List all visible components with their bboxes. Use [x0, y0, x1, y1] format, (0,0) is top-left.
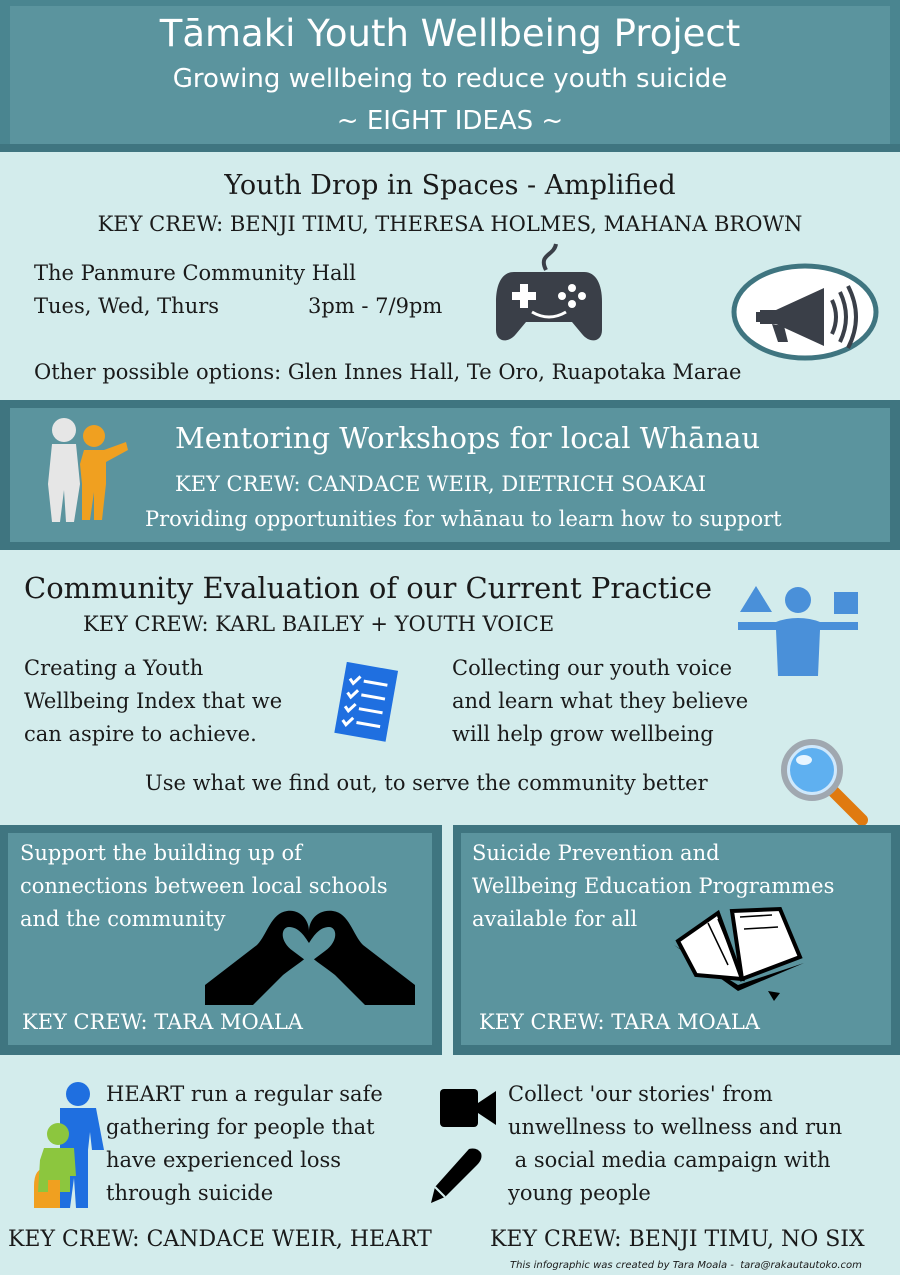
stories-line-1: Collect 'our stories' from — [508, 1082, 773, 1106]
schools-line-3: and the community — [20, 907, 226, 931]
drop-in-days: Tues, Wed, Thurs — [34, 294, 220, 318]
evaluation-right-line-2: and learn what they believe — [452, 689, 749, 713]
evaluation-title: Community Evaluation of our Current Practice — [24, 571, 713, 605]
evaluation-left-line-3: can aspire to achieve. — [24, 722, 257, 746]
drop-in-options: Other possible options: Glen Innes Hall, Te Oro, Ruapotaka Marae — [34, 360, 742, 384]
education-line-2: Wellbeing Education Programmes — [472, 874, 835, 898]
ideas-label: ~ EIGHT IDEAS ~ — [336, 106, 564, 136]
stories-line-2: unwellness to wellness and run — [508, 1115, 843, 1139]
heart-hands-icon — [205, 905, 415, 1005]
mentoring-title: Mentoring Workshops for local Whānau — [175, 421, 761, 455]
mentor-figures-icon — [40, 414, 135, 524]
mentoring-desc: Providing opportunities for whānau to learn how to support — [145, 507, 782, 531]
evaluation-right-line-3: will help grow wellbeing — [452, 722, 714, 746]
drop-in-times: 3pm - 7/9pm — [308, 294, 443, 318]
megaphone-icon — [730, 262, 880, 362]
pen-icon — [425, 1145, 485, 1205]
support-people-icon — [30, 1080, 106, 1210]
heart-line-4: through suicide — [106, 1181, 274, 1205]
education-line-1: Suicide Prevention and — [472, 841, 720, 865]
stories-line-3: a social media campaign with — [508, 1148, 831, 1172]
open-book-icon — [668, 905, 810, 1001]
drop-in-venue: The Panmure Community Hall — [34, 261, 356, 285]
evaluation-crew: KEY CREW: KARL BAILEY + YOUTH VOICE — [83, 612, 555, 636]
footer-credit: This infographic was created by Tara Moala - tara@rakautautoko.com — [510, 1260, 862, 1271]
page-title: Tāmaki Youth Wellbeing Project — [159, 12, 741, 55]
stories-crew: KEY CREW: BENJI TIMU, NO SIX — [490, 1227, 865, 1252]
education-line-3: available for all — [472, 907, 638, 931]
heart-crew: KEY CREW: CANDACE WEIR, HEART — [8, 1227, 432, 1252]
education-crew: KEY CREW: TARA MOALA — [479, 1010, 760, 1034]
evaluation-right-line-1: Collecting our youth voice — [452, 656, 733, 680]
evaluation-left-line-2: Wellbeing Index that we — [24, 689, 283, 713]
stories-line-4: young people — [508, 1181, 651, 1205]
heart-line-2: gathering for people that — [106, 1115, 375, 1139]
evaluation-left-line-1: Creating a Youth — [24, 656, 204, 680]
schools-line-2: connections between local schools — [20, 874, 388, 898]
schools-crew: KEY CREW: TARA MOALA — [22, 1010, 303, 1034]
video-camera-icon — [438, 1085, 498, 1130]
drop-in-title: Youth Drop in Spaces - Amplified — [224, 170, 676, 201]
evaluation-bottom: Use what we find out, to serve the community better — [145, 771, 708, 795]
mentoring-crew: KEY CREW: CANDACE WEIR, DIETRICH SOAKAI — [175, 472, 707, 496]
page-subtitle: Growing wellbeing to reduce youth suicide — [172, 64, 728, 94]
person-shapes-icon — [736, 584, 861, 676]
gamepad-icon — [494, 242, 604, 346]
heart-line-3: have experienced loss — [106, 1148, 342, 1172]
schools-line-1: Support the building up of — [20, 841, 302, 865]
drop-in-crew: KEY CREW: BENJI TIMU, THERESA HOLMES, MAHANA BROWN — [97, 212, 803, 236]
magnifier-icon — [778, 736, 870, 828]
checklist-icon — [330, 662, 405, 744]
heart-line-1: HEART run a regular safe — [106, 1082, 383, 1106]
